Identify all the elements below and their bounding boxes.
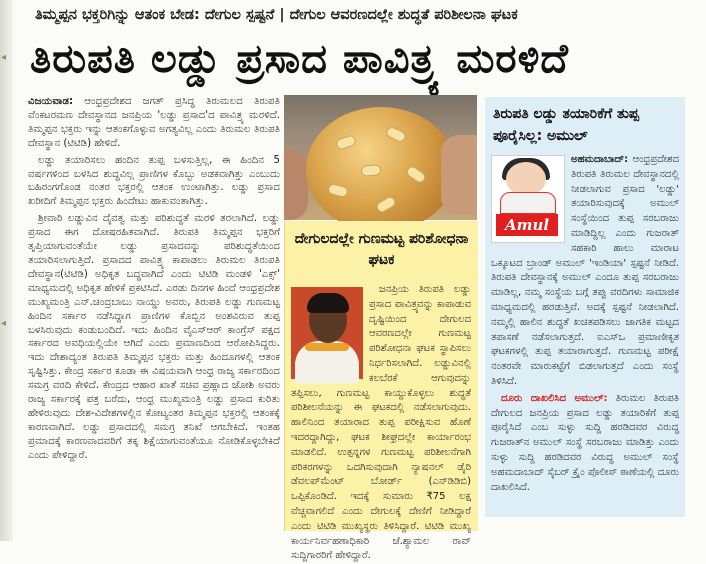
fold-arrow-icon: ◂ xyxy=(1,52,7,63)
quality-unit-body xyxy=(291,283,471,562)
page-fold xyxy=(0,0,13,541)
laddu-photo xyxy=(284,95,477,220)
main-story-paragraph: ವಿಜಯವಾಡ: ಆಂಧ್ರಪ್ರದೇಶದ ಜಗತ್ ಪ್ರಸಿದ್ಧ ತಿರುಮಲದ ತಿರುಪತಿ ವೆಂಕಟರಮಣ ದೇವಸ್ಥಾನದ ಜನಪ್ರಿಯ 'ಲಡ್ಡು ಪ್ರಸಾದ'ದ ಪಾವಿತ್ರ್ಯ ಮರಳಿದೆ. ತಿಮ್ಮಪ್ಪನ ಭಕ್ತರು ಇನ್ನು ಆತಂಕಗೊಳ್ಳುವ ಅಗತ್ಯವಿಲ್ಲ ಎಂದು ತಿರುಮಲ ತಿರುಪತಿ ದೇವಸ್ಥಾನ (ಟಿಟಿಡಿ) ಹೇಳಿದೆ. xyxy=(28,96,280,149)
kicker: ತಿಮ್ಮಪ್ಪನ ಭಕ್ತರಿಗಿನ್ನು ಆತಂಕ ಬೇಡ: ದೇಗುಲ ಸ್ಪಷ್ಟನೆ | ದೇಗುಲ ಆವರಣದಲ್ಲೇ ಶುದ್ಧತೆ ಪರಿಶೀಲನಾ ಘಟಕ xyxy=(35,7,518,23)
quality-unit-paragraph: ಜನಪ್ರಿಯ ತಿರುಪತಿ ಲಡ್ಡು ಪ್ರಸಾದ ಪಾವಿತ್ರ್ಯವನ್ನು ಕಾಪಾಡುವ ದೃಷ್ಟಿಯಿಂದ ದೇಗುಲದ ಆವರಣದಲ್ಲೇ ಗುಣಮಟ್ಟ ಪರಿಶೋಧನಾ ಘಟಕ ಸ್ಥಾಪಿಸಲು ನಿರ್ಧರಿಸಲಾಗಿದೆ. ಲಡ್ಡುವಿನಲ್ಲಿ ಕಲಬೆರಕೆ ಆಗುವುದನ್ನು ತಪ್ಪಿಸಲು, ಗುಣಮಟ್ಟ ಕಾಯ್ದುಕೊಳ್ಳಲು ಶುದ್ಧತೆ ಪರಿಶೀಲನೆಯನ್ನು ಈ ಘಟಕದಲ್ಲಿ ನಡೆಸಲಾಗುವುದು. ಹಾಲಿನಿಂದ ತಯಾರಾದ ತುಪ್ಪ ಪರೀಕ್ಷಿಸುವ ಹೊಣೆ ಇದರದ್ದಾಗಿದ್ದು, ಘಟಕ ಶೀಘ್ರದಲ್ಲೇ ಕಾರ್ಯಾರಂಭ ಮಾಡಲಿದೆ. ಉತ್ಪನ್ನಗಳ ಗುಣಮಟ್ಟ ಪರಿಶೀಲನೆಗಾಗಿ ಪರಿಕರಗಳನ್ನು ಒದಗಿಸುವುದಾಗಿ ನ್ಯಾಷನಲ್ ಡೈರಿ ಡೆವಲಪ್‌ಮೆಂಟ್ ಬೋರ್ಡ್ (ಎನ್‌ಡಿಡಿಬಿ) ಒಪ್ಪಿಕೊಂಡಿದೆ. ಇದಕ್ಕೆ ಸುಮಾರು ₹75 ಲಕ್ಷ ವೆಚ್ಚವಾಗಲಿದೆ ಎಂದು ದೇಗುಲಕ್ಕೆ ದೇಣಿಗೆ ನೀಡಿದ್ದಾರೆ ಎಂದು ಟಿಟಿಡಿ ಮುಖ್ಯಸ್ಥರು ತಿಳಿಸಿದ್ದಾರೆ. ಟಿಟಿಡಿ ಮುಖ್ಯ ಕಾರ್ಯನಿರ್ವಹಣಾಧಿಕಾರಿ ಜೆ.ಶ್ಯಾಮಲ ರಾವ್ ಸುದ್ದಿಗಾರರಿಗೆ ಹೇಳಿದ್ದಾರೆ. xyxy=(291,284,471,562)
main-story xyxy=(28,95,280,525)
amul-dateline: ಅಹಮದಾಬಾದ್: xyxy=(571,154,629,165)
quality-unit-box xyxy=(284,221,478,562)
quality-unit-title: ದೇಗುಲದಲ್ಲೇ ಗುಣಮಟ್ಟ ಪರಿಶೋಧನಾ ಘಟಕ xyxy=(294,231,469,268)
dateline: ವಿಜಯವಾಡ: xyxy=(28,96,74,107)
amul-story-title: ತಿರುಪತಿ ಲಡ್ಡು ತಯಾರಿಕೆಗೆ ತುಪ್ಪ ಪೂರೈಸಿಲ್ಲ: ಅಮುಲ್ xyxy=(493,106,639,144)
amul-logo: Amul xyxy=(496,214,558,236)
amul-story-body xyxy=(491,153,679,513)
amul-logo-image xyxy=(491,155,565,243)
red-lead: ದೂರು ದಾಖಲಿಸಿದ ಅಮುಲ್: xyxy=(501,392,608,404)
amul-story xyxy=(485,97,685,517)
hand-shape xyxy=(441,135,477,215)
main-story-paragraph: ಲಡ್ಡು ತಯಾರಿಸಲು ಹಂದಿನ ತುಪ್ಪ ಬಳಸುತ್ತಿಲ್ಲ, ಈ ಹಿಂದಿನ 5 ವರ್ಷಗಳಿಂದ ಬಳಸಿದ ಶುದ್ಧವಿಲ್ಲ ಪ್ರಾಣಿಗಳ ಕೊಬ್ಬು ಅಡಕವಾಗಿತ್ತು ಎಂಬುದು ಬಹಿರಂಗಗೊಂಡ ನಂತರ ಭಕ್ತರಲ್ಲಿ ಆತಂಕ ಉಂಟಾಗಿತ್ತು. ಲಡ್ಡು ಪ್ರಸಾದ ಖರೀದಿಗೆ ತಿಮ್ಮಪ್ಪನ ಭಕ್ತರು ಹಿಂದೇಟು ಹಾಕುವಂತಾಗಿತ್ತು. xyxy=(28,154,280,208)
official-portrait xyxy=(291,287,363,379)
hand-shape xyxy=(284,150,308,220)
fold-arrow-icon: ◂ xyxy=(1,318,7,329)
headline: ತಿರುಪತಿ ಲಡ್ಡು ಪ್ರಸಾದ ಪಾವಿತ್ರ್ಯ ಮರಳಿದೆ xyxy=(30,36,569,82)
amul-story-paragraph: ಅಹಮದಾಬಾದ್: Amul ಆಂಧ್ರಪ್ರದೇಶದ ತಿರುಪತಿ ತಿರುಮಲ ದೇವಸ್ಥಾನದಲ್ಲಿ ನೀಡಲಾಗುವ ಪ್ರಸಾದ 'ಲಡ್ಡು' ತಯಾರಿಸುವುದಕ್ಕೆ ಅಮುಲ್ ಸಂಸ್ಥೆಯಿಂದ ತುಪ್ಪ ಸರಬರಾಜು ಮಾಡಿದ್ದಿಲ್ಲ ಎಂದು ಗುಜರಾತ್ ಸಹಕಾರಿ ಹಾಲು ಮಾರಾಟ ಒಕ್ಕೂಟದ ಬ್ರಾಂಡ್ ಅಮುಲ್ 'ಇಂಡಿಯಾ' ಸ್ಪಷ್ಟನೆ ನೀಡಿದೆ. ತಿರುಪತಿ ದೇವಸ್ಥಾನಕ್ಕೆ ಅಮುಲ್ ಎಂದೂ ತುಪ್ಪ ಸರಬರಾಜು ಮಾಡಿಲ್ಲ, ನಮ್ಮ ಸಂಸ್ಥೆಯ ಬಗ್ಗೆ ತಪ್ಪು ವರದಿಗಳು ಸಾಮಾಜಿಕ ಮಾಧ್ಯಮದಲ್ಲಿ ಹರಡುತ್ತಿವೆ. ಅದಕ್ಕೆ ಸ್ಪಷ್ಟನೆ ನೀಡಲಾಗಿದೆ. ನಮ್ಮಲ್ಲಿ ಹಾಲಿನ ಶುದ್ಧತೆ ಖಚಿತಪಡಿಸಲು ಜಾಗತಿಕ ಮಟ್ಟದ ತಪಾಸಣೆ ನಡೆಸಲಾಗುತ್ತದೆ. ಐಎಸ್‌ಒ ಪ್ರಮಾಣೀಕೃತ ಘಟಕಗಳಲ್ಲಿ ತುಪ್ಪ ತಯಾರಾಗುತ್ತದೆ. ಗುಣಮಟ್ಟ ಪರೀಕ್ಷೆ ನಂತರವೇ ಮಾರುಕಟ್ಟೆಗೆ ಬಿಡಲಾಗುತ್ತದೆ ಎಂದು ಸಂಸ್ಥೆ ತಿಳಿಸಿದೆ. xyxy=(491,154,679,387)
laddu-shape xyxy=(306,107,456,232)
main-story-paragraph: ಶ್ರೀವಾರಿ ಲಡ್ಡುವಿನ ದೈವತ್ವ ಮತ್ತು ಪರಿಶುದ್ಧತೆ ಮರಳಿ ತರಲಾಗಿದೆ. ಲಡ್ಡು ಪ್ರಸಾದ ಈಗ ದೋಷರಹಿತವಾಗಿದೆ. ತಿರುಪತಿ ತಿಮ್ಮಪ್ಪನ ಭಕ್ತರಿಗೆ ತೃಪ್ತಿಯಾಗುವಂತೆಯೇ ಲಡ್ಡು ಪ್ರಸಾದವನ್ನು ಪರಿಶುದ್ಧತೆಯಿಂದ ತಯಾರಿಸಲಾಗುತ್ತಿದೆ. ಪ್ರಸಾದದ ಪಾವಿತ್ರ್ಯ ಕಾಪಾಡಲು ತಿರುಮಲ ತಿರುಪತಿ ದೇವಸ್ಥಾನ(ಟಿಟಿಡಿ) ಅಧಿಕೃತ ಬದ್ಧವಾಗಿದೆ ಎಂದು ಟಿಟಿಡಿ ಮಂಡಳಿ 'ಎಕ್ಸ್' ಮಾಧ್ಯಮದಲ್ಲಿ ಅಧಿಕೃತ ಹೇಳಿಕೆ ಪ್ರಕಟಿಸಿದೆ. ಎರಡು ದಿನಗಳ ಹಿಂದೆ ಆಂಧ್ರಪ್ರದೇಶ ಮುಖ್ಯಮಂತ್ರಿ ಎನ್.ಚಂದ್ರಬಾಬು ನಾಯ್ಡು ಅವರು, ತಿರುಪತಿ ಲಡ್ಡು ಗುಣಮಟ್ಟ ಹಿಂದಿನ ಸರ್ಕಾರ ನಡೆಸಿದ್ದಾಗ ಪ್ರಾಣಿಗಳ ಕೊಬ್ಬಿನ ಅಂಶವಿರುವ ತುಪ್ಪ ಬಳಸಿರುವುದು ಕಂಡುಬಂದಿದೆ. ಇದು ಹಿಂದಿನ ವೈಎಸ್‌ಆರ್ ಕಾಂಗ್ರೆಸ್ ಪಕ್ಷದ ಸರ್ಕಾರದ ಅವಧಿಯಲ್ಲಿಯೇ ಆಗಿದೆ ಎಂದು ಪ್ರಮಾಣದಿಂದ ಆರೋಪಿಸಿದ್ದರು. ಇದು ದೇಶಾದ್ಯಂತ ತಿರುಪತಿ ತಿಮ್ಮಪ್ಪನ ಭಕ್ತರು ಮತ್ತು ಹಿಂದೂಗಳಲ್ಲಿ ಆತಂಕ ಸೃಷ್ಟಿಸಿತ್ತು. ಕೇಂದ್ರ ಸರ್ಕಾರ ಕೂಡಾ ಈ ವಿಷಯವಾಗಿ ಆಂಧ್ರ ರಾಜ್ಯ ಸರ್ಕಾರದಿಂದ ಸಮಗ್ರ ವರದಿ ಕೇಳಿದೆ. ಕೇಂದ್ರದ ಆಹಾರ ಖಾತೆ ಸಚಿವ ಪ್ರಹ್ಲಾದ ಜೋಶಿ ಅವರು ರಾಜ್ಯ ಸರ್ಕಾರಕ್ಕೆ ಪತ್ರ ಬರೆದು, ಆಂಧ್ರ ಮುಖ್ಯಮಂತ್ರಿ ಲಡ್ಡು ಪ್ರಸಾದ ಕುರಿತು ಹೇಳಿರುವುದು ದೇಶ-ವಿದೇಶಗಳಲ್ಲಿನ ಕೋಟ್ಯಂತರ ತಿಮ್ಮಪ್ಪನ ಭಕ್ತರಲ್ಲಿ ಆತಂಕಕ್ಕೆ ಕಾರಣವಾಗಿದೆ. ಲಡ್ಡು ಪ್ರಸಾದದಲ್ಲಿ ಸಮಗ್ರ ತನಿಖೆ ಆಗಬೇಕಿದೆ. ಇಂತಹ ಪ್ರಮಾದಕ್ಕೆ ಕಾರಣವಾದವರಿಗೆ ತಕ್ಕ ಶಿಕ್ಷೆಯಾಗುವಂತೆಯೂ ನೋಡಿಕೊಳ್ಳಬೇಕಿದೆ ಎಂದು ಪೇಳಿದ್ದಾರೆ. xyxy=(28,213,280,461)
amul-story-paragraph: ದೂರು ದಾಖಲಿಸಿದ ಅಮುಲ್: ತಿರುಮಲ ತಿರುಪತಿ ದೇಗುಲದ ಜನಪ್ರಿಯ ಪ್ರಸಾದ ಲಡ್ಡು ತಯಾರಿಕೆಗೆ ತುಪ್ಪ ಪೂರೈಸಿದೆ ಎಂಬ ಸುಳ್ಳು ಸುದ್ದಿ ಹರಡಿದವರ ವಿರುದ್ಧ ಗುಜರಾತ್‌ನ ಅಮುಲ್ ಸಂಸ್ಥೆ ಸರಬರಾಜು ಮಾಡಿತ್ತು ಎಂದು ಸುಳ್ಳು ಸುದ್ದಿ ಹರಡಿದವರ ವಿರುದ್ಧ ಅಮುಲ್ ಸಂಸ್ಥೆ ಅಹಮದಾಬಾದ್ ಸೈಬರ್ ಕ್ರೈಂ ಪೊಲೀಸ್ ಠಾಣೆಯಲ್ಲಿ ದೂರು ದಾಖಲಿಸಿದೆ. xyxy=(491,392,680,493)
